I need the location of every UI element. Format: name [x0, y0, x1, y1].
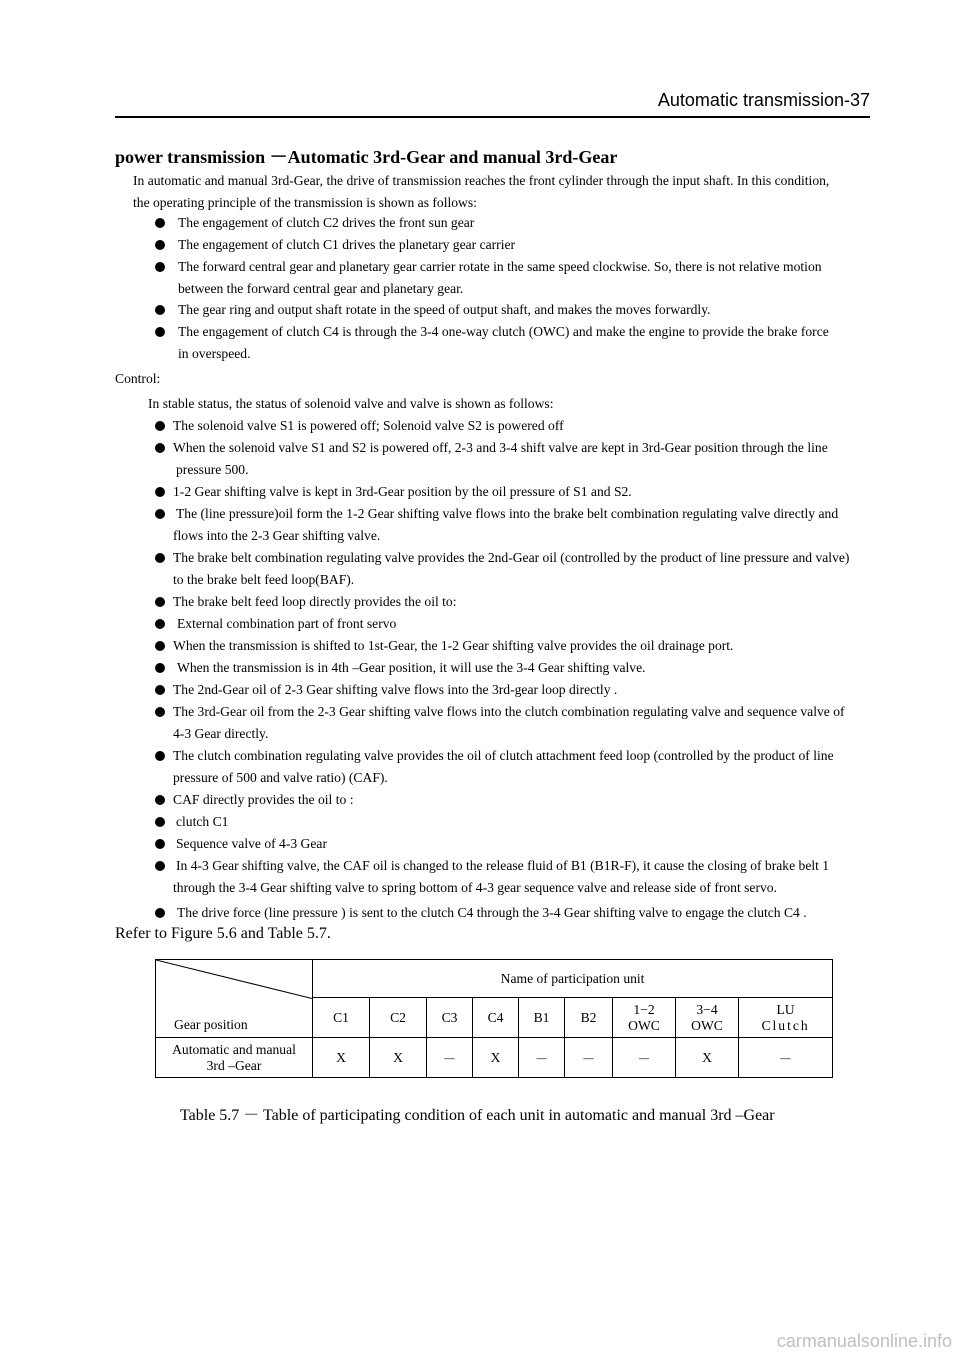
- principle-bullet-text: The engagement of clutch C2 drives the front sun gear: [178, 215, 475, 230]
- control-bullet-text-cont: pressure 500.: [176, 462, 249, 477]
- row-label-line: 3rd –Gear: [206, 1057, 262, 1073]
- bullet-dot: [155, 861, 165, 871]
- page-header: [115, 82, 870, 118]
- principle-bullet-text: The forward central gear and planetary gear carrier rotate in the same speed clockwise. So, there is not relative motion: [178, 259, 822, 274]
- principle-bullet-text: The gear ring and output shaft rotate in the speed of output shaft, and makes the moves forwardly.: [178, 302, 711, 317]
- table-cell: －: [739, 1038, 833, 1078]
- gear-position-label: Gear position: [174, 1017, 248, 1032]
- control-intro: In stable status, the status of solenoid valve and valve is shown as follows:: [148, 396, 554, 411]
- section-title: power transmission －Automatic 3rd-Gear and manual 3rd-Gear: [115, 147, 618, 167]
- column-header: B1: [519, 998, 565, 1038]
- column-header: C3: [427, 998, 473, 1038]
- column-header-line: LU: [776, 1001, 795, 1017]
- principle-bullet-text: The engagement of clutch C4 is through the 3-4 one-way clutch (OWC) and make the engine to provide the brake force: [178, 324, 829, 339]
- table-cell: X: [676, 1038, 739, 1078]
- table-cell: －: [519, 1038, 565, 1078]
- control-bullet-text: The clutch combination regulating valve provides the oil of clutch attachment feed loop (controlled by the product of line: [173, 748, 834, 763]
- control-bullet-text: The brake belt feed loop directly provides the oil to:: [173, 594, 457, 609]
- principle-bullet-text-cont: in overspeed.: [178, 346, 251, 361]
- group-header-cell: Name of participation unit: [313, 960, 833, 998]
- control-bullet-text: Sequence valve of 4-3 Gear: [176, 836, 327, 851]
- corner-header-cell: [156, 960, 313, 1038]
- row-label-line: Automatic and manual: [172, 1041, 296, 1057]
- control-label: Control:: [115, 371, 161, 386]
- bullet-dot: [155, 553, 165, 563]
- principle-bullet-text-cont: between the forward central gear and planetary gear.: [178, 281, 464, 296]
- control-bullet-text: The 3rd-Gear oil from the 2-3 Gear shifting valve flows into the clutch combination regulating valve and sequence valve of: [173, 704, 845, 719]
- column-header: [676, 998, 739, 1038]
- bullet-dot: [155, 663, 165, 673]
- intro-line-1: In automatic and manual 3rd-Gear, the drive of transmission reaches the front cylinder through the input shaft. In this condition,: [133, 173, 830, 188]
- bullet-dot: [155, 685, 165, 695]
- control-bullet-text: External combination part of front servo: [177, 616, 397, 631]
- bullet-dot: [155, 218, 165, 228]
- control-bullet-text-cont: flows into the 2-3 Gear shifting valve.: [173, 528, 381, 543]
- table-cell: X: [370, 1038, 427, 1078]
- bullet-dot: [155, 509, 165, 519]
- control-bullet-text: The solenoid valve S1 is powered off; Solenoid valve S2 is powered off: [173, 418, 564, 433]
- control-bullet-text-cont: to the brake belt feed loop(BAF).: [173, 572, 355, 587]
- row-label: [156, 1038, 313, 1078]
- principle-bullet-text: The engagement of clutch C1 drives the planetary gear carrier: [178, 237, 516, 252]
- column-header-line: OWC: [691, 1017, 723, 1033]
- table-caption: Table 5.7 － Table of participating condition of each unit in automatic and manual 3rd –Gear: [180, 1107, 775, 1124]
- watermark: carmanualsonline.info: [776, 1331, 952, 1351]
- control-bullet-text: CAF directly provides the oil to :: [173, 792, 354, 807]
- control-bullet-text: 1-2 Gear shifting valve is kept in 3rd-Gear position by the oil pressure of S1 and S2.: [173, 484, 632, 499]
- bullet-dot: [155, 421, 165, 431]
- bullet-dot: [155, 240, 165, 250]
- bullet-dot: [155, 908, 165, 918]
- bullet-dot: [155, 839, 165, 849]
- page-header-title: Automatic transmission-37: [657, 90, 870, 110]
- bullet-dot: [155, 327, 165, 337]
- bullet-dot: [155, 641, 165, 651]
- intro-line-2: the operating principle of the transmission is shown as follows:: [133, 195, 477, 210]
- bullet-dot: [155, 487, 165, 497]
- control-bullet-text-cont: through the 3-4 Gear shifting valve to spring bottom of 4-3 gear sequence valve and release side of front servo.: [173, 880, 777, 895]
- control-bullet-text: When the transmission is in 4th –Gear position, it will use the 3-4 Gear shifting valve.: [177, 660, 646, 675]
- bullet-dot: [155, 707, 165, 717]
- column-header: [739, 998, 833, 1038]
- control-bullet-text: The brake belt combination regulating valve provides the 2nd-Gear oil (controlled by the product of line pressure and valve): [173, 550, 850, 565]
- bullet-dot: [155, 305, 165, 315]
- control-bullet-text: When the solenoid valve S1 and S2 is powered off, 2-3 and 3-4 shift valve are kept in 3rd-Gear position through the line: [173, 440, 828, 455]
- column-header: C2: [370, 998, 427, 1038]
- bullet-dot: [155, 751, 165, 761]
- control-bullet-text: The (line pressure)oil form the 1-2 Gear shifting valve flows into the brake belt combination regulating valve directly and: [176, 506, 839, 521]
- column-header: [613, 998, 676, 1038]
- control-bullet-text: In 4-3 Gear shifting valve, the CAF oil is changed to the release fluid of B1 (B1R-F), it cause the closing of brake belt 1: [176, 858, 830, 873]
- bullet-dot: [155, 443, 165, 453]
- bullet-dot: [155, 619, 165, 629]
- table-row: [156, 1038, 833, 1078]
- bullet-dot: [155, 817, 165, 827]
- control-bullet-text: The 2nd-Gear oil of 2-3 Gear shifting valve flows into the 3rd-gear loop directly .: [173, 682, 618, 697]
- column-header-line: Clutch: [761, 1017, 810, 1033]
- table-cell: X: [473, 1038, 519, 1078]
- participation-table: [155, 959, 833, 1078]
- control-bullet-text: The drive force (line pressure ) is sent to the clutch C4 through the 3-4 Gear shifting valve to engage the clutch C4 .: [177, 905, 807, 920]
- control-bullet-text-cont: 4-3 Gear directly.: [173, 726, 269, 741]
- bullet-dot: [155, 262, 165, 272]
- table-cell: X: [313, 1038, 370, 1078]
- control-bullet-text-cont: pressure of 500 and valve ratio) (CAF).: [173, 770, 388, 785]
- table-cell: －: [427, 1038, 473, 1078]
- column-header: C1: [313, 998, 370, 1038]
- column-header: B2: [565, 998, 613, 1038]
- table-cell: －: [613, 1038, 676, 1078]
- bullet-dot: [155, 597, 165, 607]
- bullet-dot: [155, 795, 165, 805]
- figure-reference: Refer to Figure 5.6 and Table 5.7.: [115, 925, 331, 942]
- control-bullet-text: When the transmission is shifted to 1st-Gear, the 1-2 Gear shifting valve provides the oil drainage port.: [173, 638, 734, 653]
- table-cell: －: [565, 1038, 613, 1078]
- control-bullet-text: clutch C1: [176, 814, 229, 829]
- column-header-line: OWC: [628, 1017, 660, 1033]
- column-header: C4: [473, 998, 519, 1038]
- column-header-line: 1−2: [633, 1001, 655, 1017]
- column-header-line: 3−4: [696, 1001, 718, 1017]
